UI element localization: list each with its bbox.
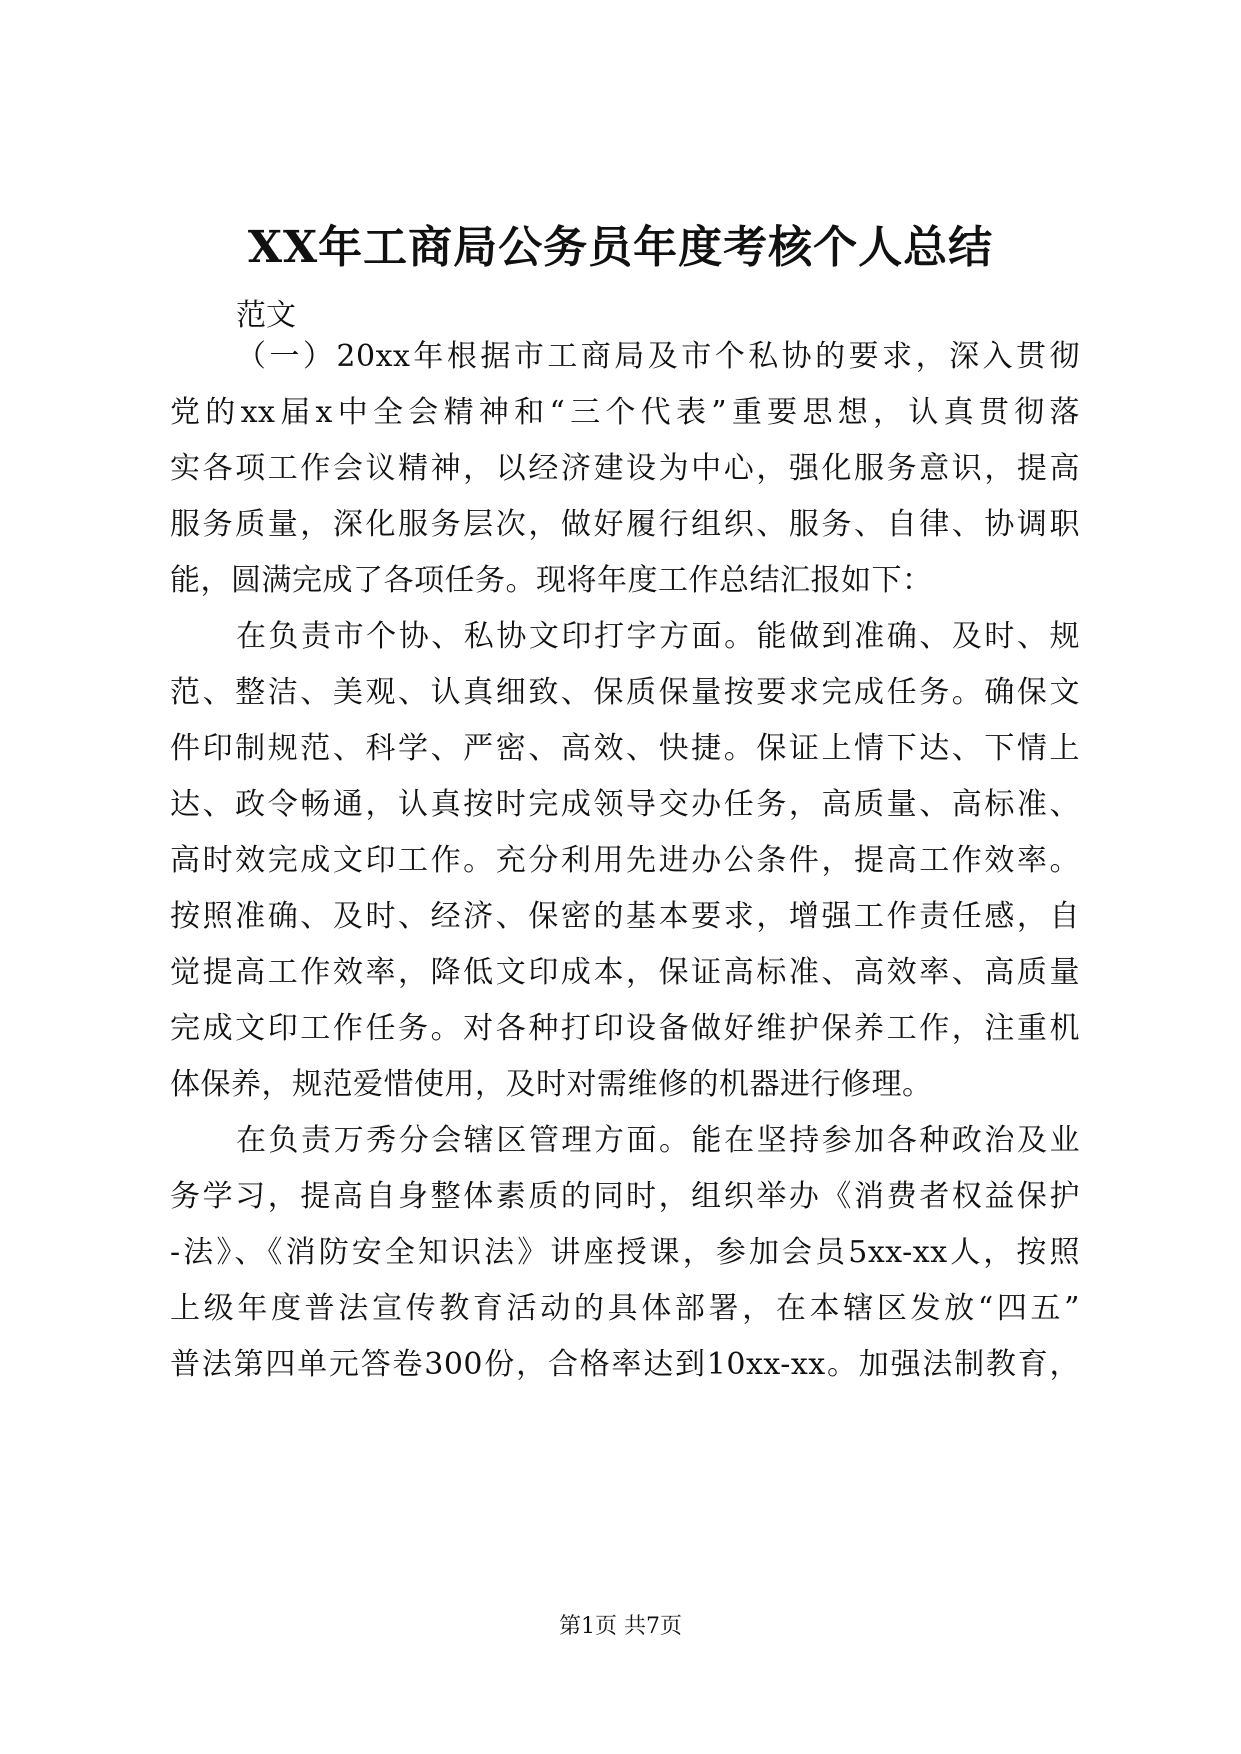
paragraph-line: 能，圆满完成了各项任务。现将年度工作总结汇报如下： [170,563,933,598]
document-title: XX年工商局公务员年度考核个人总结 [247,222,994,273]
paragraph-line: 觉提高工作效率，降低文印成本，保证高标准、高效率、高质量 [170,955,1080,990]
paragraph-line: 高时效完成文印工作。充分利用先进办公条件，提高工作效率。 [170,843,1080,878]
paragraph-line: 务学习，提高自身整体素质的同时，组织举办《消费者权益保护 [170,1179,1080,1214]
page-number: 第1页 共7页 [559,1614,682,1639]
paragraph-line: 服务质量，深化服务层次，做好履行组织、服务、自律、协调职 [170,507,1080,542]
paragraph-line: 在负责万秀分会辖区管理方面。能在坚持参加各种政治及业 [236,1123,1080,1158]
paragraph-line: 体保养，规范爱惜使用，及时对需维修的机器进行修理。 [170,1067,933,1102]
paragraph-line: 在负责市个协、私协文印打字方面。能做到准确、及时、规 [236,619,1080,654]
paragraph-line: 党的xx届x中全会精神和“三个代表”重要思想，认真贯彻落 [170,395,1080,430]
document-subtitle: 范文 [236,298,296,333]
paragraph-line: 件印制规范、科学、严密、高效、快捷。保证上情下达、下情上 [170,731,1080,766]
paragraph-line: 范、整洁、美观、认真细致、保质保量按要求完成任务。确保文 [170,675,1080,710]
paragraph-line: 按照准确、及时、经济、保密的基本要求，增强工作责任感，自 [170,899,1080,934]
paragraph-line: -法》、《消防安全知识法》讲座授课，参加会员5xx-xx人，按照 [170,1235,1080,1270]
paragraph-line: 普法第四单元答卷300份，合格率达到10xx-xx。加强法制教育， [170,1347,1080,1382]
paragraph-line: 完成文印工作任务。对各种打印设备做好维护保养工作，注重机 [170,1011,1080,1046]
paragraph-line: （一）20xx年根据市工商局及市个私协的要求，深入贯彻 [236,339,1080,374]
paragraph-line: 达、政令畅通，认真按时完成领导交办任务，高质量、高标准、 [170,787,1080,822]
paragraph-line: 实各项工作会议精神，以经济建设为中心，强化服务意识，提高 [170,451,1080,486]
paragraph-line: 上级年度普法宣传教育活动的具体部署，在本辖区发放“四五” [170,1291,1080,1326]
